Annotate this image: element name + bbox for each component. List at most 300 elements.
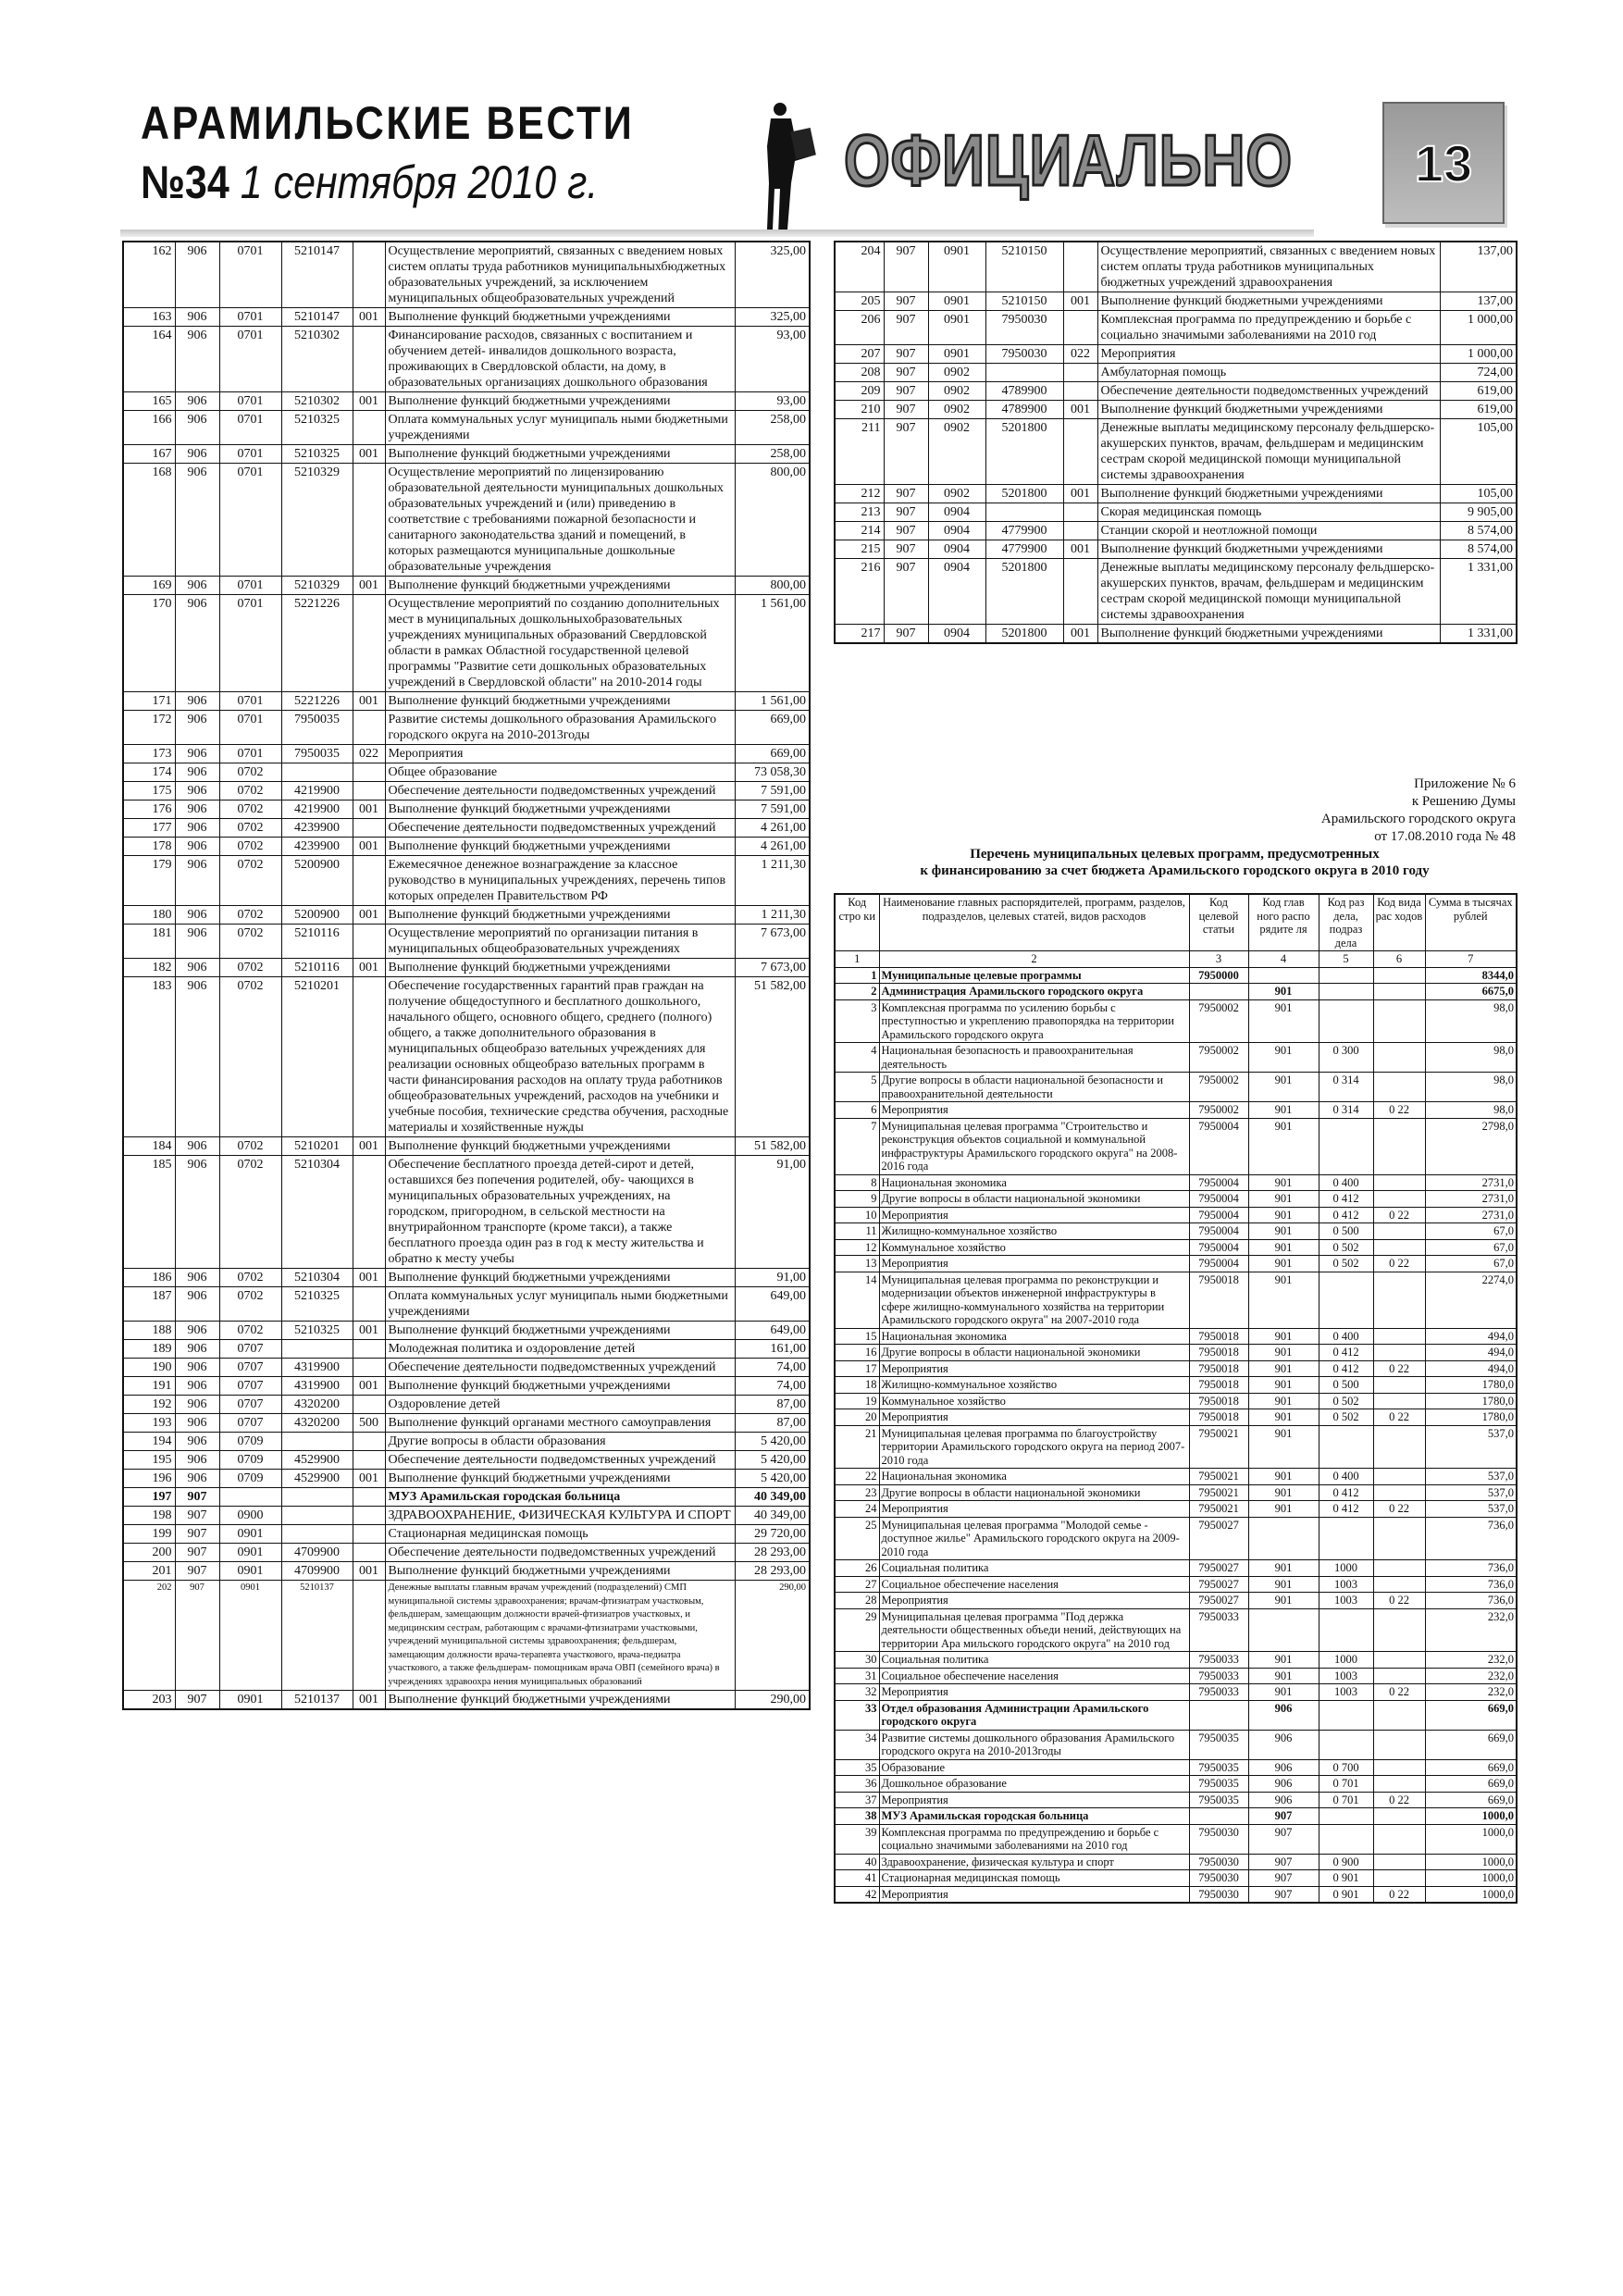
expense-type-cell [1373,1759,1425,1776]
page-number: 13 [1382,102,1505,224]
row-number-cell: 204 [835,242,884,292]
section-code-cell: 0904 [928,559,985,625]
target-code-cell [1189,1808,1248,1825]
row-number-cell: 186 [123,1269,175,1287]
amount-cell: 98,0 [1425,1043,1517,1073]
row-number-cell: 213 [835,503,884,522]
expense-type-cell [1063,311,1097,345]
target-code-cell: 5201800 [985,625,1063,644]
appendix-org: Арамильского городского округа [1320,812,1516,826]
grbs-code-cell: 906 [175,327,219,392]
target-code-cell: 7950018 [1189,1360,1248,1377]
column-header: Наименование главных распорядителей, программ, разделов, подразделов, целевых статей, видов расходов [879,894,1189,951]
grbs-code-cell: 906 [175,856,219,906]
row-number-cell: 5 [835,1073,879,1102]
section-code-cell: 0701 [219,464,281,577]
table-row [835,1191,1517,1208]
amount-cell: 7 591,00 [735,782,810,800]
table-row [123,1377,810,1396]
item-name-cell: Обеспечение деятельности подведомственных учреждений [385,782,735,800]
program-name-cell: Социальная политика [879,1560,1189,1577]
grbs-code-cell: 901 [1248,1043,1319,1073]
target-code-cell: 4789900 [985,401,1063,419]
row-number-cell: 181 [123,925,175,959]
column-number-row [835,951,1517,968]
section-code-cell: 0 502 [1319,1239,1373,1256]
target-code-cell: 7950000 [1189,967,1248,984]
grbs-code-cell: 907 [884,540,928,559]
table-row [835,1345,1517,1361]
item-name-cell: Выполнение функций бюджетными учреждениями [385,1377,735,1396]
amount-cell: 28 293,00 [735,1544,810,1562]
expense-type-cell: 001 [353,838,385,856]
table-row [123,1488,810,1507]
row-number-cell: 38 [835,1808,879,1825]
section-code-cell: 0 412 [1319,1484,1373,1501]
section-code-cell: 0 314 [1319,1102,1373,1119]
program-name-cell: Социальная политика [879,1652,1189,1669]
program-name-cell: Развитие системы дошкольного образования Арамильского городского округа на 2010-2013годы [879,1730,1189,1759]
section-code-cell [1319,1272,1373,1328]
expense-type-cell: 001 [353,1470,385,1488]
grbs-code-cell: 901 [1248,1256,1319,1272]
row-number-cell: 202 [123,1581,175,1691]
item-name-cell: Денежные выплаты медицинскому персоналу фельдшерско-акушерских пунктов, врачам, фельдшерам и медицинским сестрам скорой медицинской помощи муниципальной системы здравоохранения [1097,419,1440,485]
section-code-cell: 0702 [219,1269,281,1287]
target-code-cell: 7950033 [1189,1684,1248,1701]
expense-type-cell [353,782,385,800]
table-row [835,559,1517,625]
table-row [835,1730,1517,1759]
item-name-cell: ЗДРАВООХРАНЕНИЕ, ФИЗИЧЕСКАЯ КУЛЬТУРА И СПОРТ [385,1507,735,1525]
row-number-cell: 198 [123,1507,175,1525]
expense-type-cell: 001 [353,392,385,411]
expense-type-cell [1373,1393,1425,1409]
expense-type-cell [353,711,385,745]
section-code-cell [1319,999,1373,1043]
grbs-code-cell: 906 [175,1137,219,1156]
target-code-cell: 4709900 [281,1562,353,1581]
amount-cell: 290,00 [735,1581,810,1691]
item-name-cell: Выполнение функций органами местного самоуправления [385,1414,735,1433]
programs-title-line1: Перечень муниципальных целевых программ, предусмотренных [970,847,1380,862]
expense-type-cell [353,925,385,959]
row-number-cell: 176 [123,800,175,819]
program-name-cell: Муниципальная целевая программа по реконструкции и модернизации объектов инженерной инфраструктуры в сфере жилищно-коммунального хозяйства на территории Арамильского городского округа" на 2007-2010 года [879,1272,1189,1328]
grbs-code-cell [1248,967,1319,984]
section-code-cell: 0702 [219,838,281,856]
expense-type-cell [353,1396,385,1414]
section-code-cell [1319,1425,1373,1469]
expense-type-cell: 001 [1063,625,1097,644]
section-code-cell: 0901 [928,311,985,345]
table-row [123,411,810,445]
section-code-cell: 0701 [219,327,281,392]
amount-cell: 258,00 [735,445,810,464]
expense-type-cell [353,1156,385,1269]
expense-type-cell: 022 [353,745,385,763]
program-name-cell: Мероприятия [879,1256,1189,1272]
program-name-cell: Мероприятия [879,1886,1189,1903]
target-code-cell: 4319900 [281,1359,353,1377]
grbs-code-cell: 901 [1248,1073,1319,1102]
grbs-code-cell: 901 [1248,1239,1319,1256]
amount-cell: 4 261,00 [735,819,810,838]
row-number-cell: 168 [123,464,175,577]
item-name-cell: МУЗ Арамильская городская больница [385,1488,735,1507]
expense-type-cell: 0 22 [1373,1501,1425,1518]
table-row [123,595,810,692]
amount-cell: 161,00 [735,1340,810,1359]
row-number-cell: 32 [835,1684,879,1701]
expense-type-cell [1373,1484,1425,1501]
section-code-cell: 1000 [1319,1652,1373,1669]
expense-type-cell [1063,242,1097,292]
table-row [835,1517,1517,1560]
amount-cell: 736,0 [1425,1593,1517,1609]
target-code-cell: 7950021 [1189,1469,1248,1485]
section-code-cell: 0 701 [1319,1792,1373,1808]
expense-type-cell: 001 [353,445,385,464]
row-number-cell: 177 [123,819,175,838]
expense-type-cell [1063,382,1097,401]
grbs-code-cell: 907 [884,292,928,311]
grbs-code-cell: 906 [175,711,219,745]
target-code-cell: 7950002 [1189,999,1248,1043]
target-code-cell: 7950018 [1189,1272,1248,1328]
expense-type-cell [353,856,385,906]
amount-cell: 4 261,00 [735,838,810,856]
section-code-cell: 0707 [219,1359,281,1377]
table-row [835,999,1517,1043]
row-number-cell: 184 [123,1137,175,1156]
program-name-cell: Национальная безопасность и правоохранительная деятельность [879,1043,1189,1073]
amount-cell: 67,0 [1425,1223,1517,1240]
grbs-code-cell: 906 [175,577,219,595]
expense-type-cell [1373,1824,1425,1854]
amount-cell: 5 420,00 [735,1451,810,1470]
grbs-code-cell: 906 [175,763,219,782]
amount-cell: 1 000,00 [1440,345,1517,364]
amount-cell: 325,00 [735,308,810,327]
row-number-cell: 173 [123,745,175,763]
row-number-cell: 17 [835,1360,879,1377]
table-row [835,311,1517,345]
expense-type-cell [1373,1043,1425,1073]
expense-type-cell [1373,1174,1425,1191]
grbs-code-cell: 907 [884,364,928,382]
amount-cell: 98,0 [1425,1073,1517,1102]
target-code-cell: 5210116 [281,959,353,977]
item-name-cell: Выполнение функций бюджетными учреждениями [385,577,735,595]
item-name-cell: Выполнение функций бюджетными учреждениями [1097,292,1440,311]
target-code-cell: 5201800 [985,559,1063,625]
target-code-cell: 5210150 [985,292,1063,311]
expense-type-cell [353,1451,385,1470]
item-name-cell: Обеспечение деятельности подведомственных учреждений [1097,382,1440,401]
item-name-cell: Выполнение функций бюджетными учреждениями [385,308,735,327]
program-name-cell: Муниципальная целевая программа "Строительство и реконструкция объектов социальной и коммунальной инфраструктуры Арамильского городского округа" на 2008-2016 года [879,1118,1189,1174]
table-row [835,1484,1517,1501]
target-code-cell: 7950030 [985,311,1063,345]
amount-cell: 669,0 [1425,1792,1517,1808]
row-number-cell: 163 [123,308,175,327]
expense-type-cell [1373,1854,1425,1870]
grbs-code-cell: 901 [1248,1501,1319,1518]
row-number-cell: 188 [123,1322,175,1340]
section-code-cell: 0 400 [1319,1328,1373,1345]
row-number-cell: 11 [835,1223,879,1240]
amount-cell: 1 000,00 [1440,311,1517,345]
amount-cell: 7 673,00 [735,959,810,977]
table-row [835,401,1517,419]
item-name-cell: Обеспечение государственных гарантий прав граждан на получение общедоступного и бесплатного дошкольного, начального общего, основного общего, среднего (полного) общего, а также дополнительного образования в муниципальных общеобразо вательных учреждениях для реализации основных общеобразо вательных программ в части финансирования расходов на оплату труда работников общеобразовательных учреждений, расходов на учебники и учебные пособия, технические средства обучения, расходные материалы и хозяйственные нужды [385,977,735,1137]
table-row [123,711,810,745]
target-code-cell [1189,1700,1248,1730]
expense-type-cell [353,242,385,308]
column-header: Сумма в тысячах рублей [1425,894,1517,951]
grbs-code-cell: 906 [175,1433,219,1451]
grbs-code-cell: 907 [175,1525,219,1544]
table-row [835,540,1517,559]
target-code-cell: 5210147 [281,308,353,327]
expense-type-cell [1373,1469,1425,1485]
program-name-cell: Мероприятия [879,1409,1189,1426]
program-name-cell: Мероприятия [879,1593,1189,1609]
section-code-cell: 0702 [219,977,281,1137]
target-code-cell: 7950004 [1189,1256,1248,1272]
table-row [123,1137,810,1156]
item-name-cell: Комплексная программа по предупреждению и борьбе с социально значимыми заболеваниями на 2010 год [1097,311,1440,345]
table-row [123,1433,810,1451]
expense-type-cell [1373,1776,1425,1793]
item-name-cell: Оплата коммунальных услуг муниципаль ными бюджетными учреждениями [385,411,735,445]
row-number-cell: 28 [835,1593,879,1609]
amount-cell: 619,00 [1440,382,1517,401]
section-code-cell: 0901 [219,1544,281,1562]
table-row [123,1359,810,1377]
program-name-cell: Другие вопросы в области национальной экономики [879,1484,1189,1501]
item-name-cell: Амбулаторная помощь [1097,364,1440,382]
expense-type-cell [353,1488,385,1507]
row-number-cell: 40 [835,1854,879,1870]
grbs-code-cell: 901 [1248,1174,1319,1191]
target-code-cell: 5210147 [281,242,353,308]
program-name-cell: Другие вопросы в области национальной экономики [879,1191,1189,1208]
amount-cell: 258,00 [735,411,810,445]
target-code-cell: 7950004 [1189,1118,1248,1174]
section-code-cell [1319,1118,1373,1174]
table-row [123,1414,810,1433]
row-number-cell: 1 [835,967,879,984]
amount-cell: 232,0 [1425,1668,1517,1684]
expense-type-cell [1373,1377,1425,1394]
item-name-cell: Оплата коммунальных услуг муниципаль ными бюджетными учреждениями [385,1287,735,1322]
expense-type-cell: 001 [1063,292,1097,311]
target-code-cell: 4320200 [281,1396,353,1414]
appendix-ref: к Решению Думы [1411,794,1516,809]
section-code-cell: 0904 [928,540,985,559]
grbs-code-cell: 907 [884,485,928,503]
expense-type-cell [353,1507,385,1525]
section-code-cell: 0904 [928,625,985,644]
item-name-cell: Обеспечение деятельности подведомственных учреждений [385,819,735,838]
target-code-cell: 7950033 [1189,1652,1248,1669]
column-header: Код стро ки [835,894,879,951]
amount-cell: 619,00 [1440,401,1517,419]
amount-cell: 137,00 [1440,242,1517,292]
program-name-cell: Муниципальная целевая программа "Молодой семье - доступное жилье" Арамильского городского округа на 2009-2010 года [879,1517,1189,1560]
program-name-cell: Здравоохранение, физическая культура и спорт [879,1854,1189,1870]
target-code-cell: 7950033 [1189,1668,1248,1684]
table-row [123,819,810,838]
program-name-cell: Комплексная программа по предупреждению и борьбе с социально значимыми заболеваниями на 2010 год [879,1824,1189,1854]
grbs-code-cell: 906 [175,1287,219,1322]
programs-table [834,893,1518,1904]
amount-cell: 736,0 [1425,1560,1517,1577]
grbs-code-cell: 907 [1248,1870,1319,1887]
table-row [835,1824,1517,1854]
table-row [123,977,810,1137]
grbs-code-cell: 907 [175,1544,219,1562]
expense-type-cell [1063,419,1097,485]
expense-type-cell [1373,1808,1425,1825]
row-number-cell: 35 [835,1759,879,1776]
section-code-cell: 0901 [219,1562,281,1581]
expense-type-cell [1373,984,1425,1000]
table-row [835,485,1517,503]
target-code-cell: 4779900 [985,540,1063,559]
section-code-cell: 0902 [928,364,985,382]
program-name-cell: Национальная экономика [879,1174,1189,1191]
target-code-cell: 5210329 [281,577,353,595]
item-name-cell: Денежные выплаты главным врачам учреждений (подразделений) СМП муниципальной системы здравоохранения; врачам-фтизиатрам участковым, фельдшерам, замещающим должности врачей-фтизиатров участковых, и медицинским сестрам, работающим с врачами-фтизиатрами участковыми, учреждений муниципальной системы здравоохранения; фельдшерам, замещающим должности врача-терапевта участкового, врача-педиатра участкового, а также фельдшерам- помощникам врача ОВП (семейного врача) в учреждениях здравоохра нения муниципальных образований [385,1581,735,1691]
expense-type-cell [353,411,385,445]
section-code-cell: 0 901 [1319,1886,1373,1903]
section-code-cell: 0701 [219,242,281,308]
section-code-cell [1319,967,1373,984]
grbs-code-cell: 907 [175,1488,219,1507]
row-number-cell: 8 [835,1174,879,1191]
section-code-cell: 0701 [219,577,281,595]
grbs-code-cell: 901 [1248,1207,1319,1223]
item-name-cell: Выполнение функций бюджетными учреждениями [385,692,735,711]
amount-cell: 87,00 [735,1396,810,1414]
row-number-cell: 178 [123,838,175,856]
amount-cell: 51 582,00 [735,977,810,1137]
row-number-cell: 185 [123,1156,175,1269]
target-code-cell [281,1433,353,1451]
row-number-cell: 215 [835,540,884,559]
row-number-cell: 31 [835,1668,879,1684]
amount-cell: 6675,0 [1425,984,1517,1000]
table-row [835,1272,1517,1328]
expense-type-cell [353,595,385,692]
program-name-cell: Социальное обеспечение населения [879,1668,1189,1684]
target-code-cell: 5210137 [281,1691,353,1710]
expense-type-cell [1063,559,1097,625]
target-code-cell: 7950035 [1189,1759,1248,1776]
table-row [835,1870,1517,1887]
program-name-cell: Мероприятия [879,1207,1189,1223]
expense-type-cell [1373,1668,1425,1684]
section-code-cell: 1000 [1319,1560,1373,1577]
item-name-cell: Выполнение функций бюджетными учреждениями [385,1691,735,1710]
reader-figure-icon [754,100,819,239]
table-row [835,1073,1517,1102]
expense-type-cell: 001 [353,577,385,595]
amount-cell: 537,0 [1425,1501,1517,1518]
table-row [835,1207,1517,1223]
expense-type-cell: 001 [353,1562,385,1581]
table-row [123,1156,810,1269]
table-row [835,1469,1517,1485]
item-name-cell: Выполнение функций бюджетными учреждениями [385,1137,735,1156]
section-code-cell [1319,1517,1373,1560]
table-row [123,1451,810,1470]
row-number-cell: 192 [123,1396,175,1414]
target-code-cell: 5210302 [281,327,353,392]
grbs-code-cell: 901 [1248,1652,1319,1669]
target-code-cell: 5210150 [985,242,1063,292]
amount-cell: 232,0 [1425,1608,1517,1652]
item-name-cell: Обеспечение деятельности подведомственных учреждений [385,1451,735,1470]
target-code-cell: 7950021 [1189,1501,1248,1518]
expense-type-cell [353,977,385,1137]
expense-type-cell [1063,522,1097,540]
grbs-code-cell: 901 [1248,1360,1319,1377]
grbs-code-cell: 907 [175,1691,219,1710]
target-code-cell: 7950018 [1189,1409,1248,1426]
amount-cell: 8344,0 [1425,967,1517,984]
target-code-cell: 7950004 [1189,1174,1248,1191]
table-row [123,1470,810,1488]
section-code-cell: 0702 [219,800,281,819]
row-number-cell: 21 [835,1425,879,1469]
section-code-cell: 0702 [219,1137,281,1156]
grbs-code-cell: 906 [175,1470,219,1488]
item-name-cell: Выполнение функций бюджетными учреждениями [385,1322,735,1340]
section-code-cell: 0904 [928,522,985,540]
program-name-cell: Жилищно-коммунальное хозяйство [879,1223,1189,1240]
appendix-note [1321,776,1516,846]
item-name-cell: Осуществление мероприятий по созданию дополнительных мест в муниципальных дошкольныхобразовательных учреждениях муниципальных образований Свердловской области в рамках Областной государственной целевой программы "Развитие сети дошкольных образовательных учреждений в Свердловской области" на 2010-2014 годы [385,595,735,692]
table-row [835,364,1517,382]
column-number: 4 [1248,951,1319,968]
row-number-cell: 217 [835,625,884,644]
expense-type-cell [1373,1328,1425,1345]
expense-type-cell [1373,1223,1425,1240]
section-code-cell: 0 412 [1319,1207,1373,1223]
section-code-cell: 0702 [219,959,281,977]
grbs-code-cell: 901 [1248,1484,1319,1501]
grbs-code-cell: 906 [175,925,219,959]
amount-cell: 5 420,00 [735,1433,810,1451]
program-name-cell: Другие вопросы в области национальной безопасности и правоохранительной деятельности [879,1073,1189,1102]
table-row [123,1507,810,1525]
expense-type-cell: 001 [353,800,385,819]
target-code-cell: 5221226 [281,692,353,711]
program-name-cell: Национальная экономика [879,1328,1189,1345]
section-code-cell: 0 700 [1319,1759,1373,1776]
amount-cell: 232,0 [1425,1684,1517,1701]
row-number-cell: 13 [835,1256,879,1272]
table-row [123,692,810,711]
expense-type-cell: 001 [1063,485,1097,503]
column-number: 1 [835,951,879,968]
section-code-cell: 0902 [928,401,985,419]
table-row [835,1700,1517,1730]
